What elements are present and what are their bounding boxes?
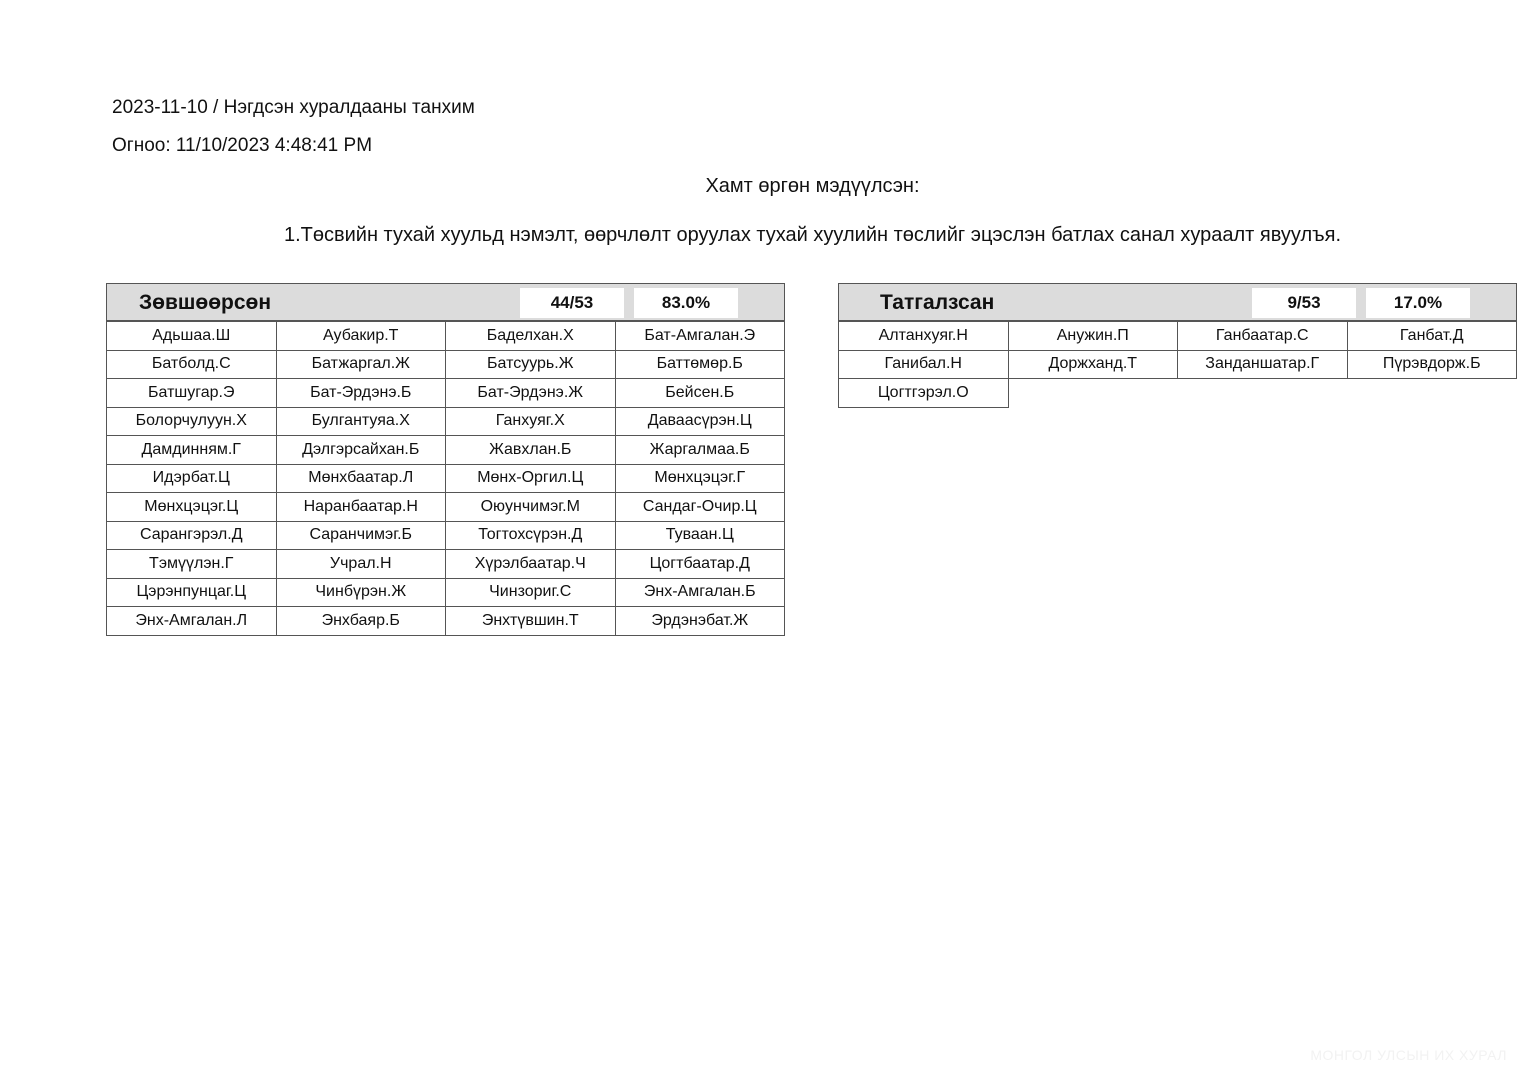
member-name-cell: Энх-Амгалан.Л [107,607,277,636]
table-row [839,350,1517,379]
member-name-cell: Дамдинням.Г [107,436,277,465]
approved-names-table [106,321,785,636]
approved-header [106,283,785,321]
member-name-cell: Эрдэнэбат.Ж [615,607,785,636]
member-name-cell: Батжаргал.Ж [276,350,446,379]
member-name-cell: Анужин.П [1008,322,1178,351]
member-name-cell: Адьшаа.Ш [107,322,277,351]
member-name-cell: Баделхан.Х [446,322,616,351]
member-name-cell: Ганбаатар.С [1178,322,1348,351]
member-name-cell: Занданшатар.Г [1178,350,1348,379]
member-name-cell: Цэрэнпунцаг.Ц [107,578,277,607]
table-row [107,521,785,550]
member-name-cell: Тогтохсүрэн.Д [446,521,616,550]
rejected-names-table [838,321,1517,408]
rejected-header [838,283,1517,321]
member-name-cell: Бейсен.Б [615,379,785,408]
rejected-title: Татгалзсан [880,291,995,314]
watermark-text: МОНГОЛ УЛСЫН ИХ ХУРАЛ [1310,1047,1507,1063]
member-name-cell: Бат-Эрдэнэ.Ж [446,379,616,408]
table-row [839,379,1517,408]
member-name-cell: Сандаг-Очир.Ц [615,493,785,522]
member-name-cell: Жавхлан.Б [446,436,616,465]
member-name-cell: Булгантуяа.Х [276,407,446,436]
member-name-cell: Ганбат.Д [1347,322,1517,351]
table-row [839,322,1517,351]
member-name-cell: Идэрбат.Ц [107,464,277,493]
member-name-cell: Оюунчимэг.М [446,493,616,522]
member-name-cell: Цогтгэрэл.О [839,379,1009,408]
table-row [107,550,785,579]
table-row [107,493,785,522]
rejected-section [838,283,1517,408]
member-name-cell: Жаргалмаа.Б [615,436,785,465]
member-name-cell [1008,379,1178,408]
approved-count: 44/53 [520,288,624,318]
table-row [107,436,785,465]
member-name-cell: Баттөмөр.Б [615,350,785,379]
member-name-cell: Энхтүвшин.Т [446,607,616,636]
member-name-cell: Энхбаяр.Б [276,607,446,636]
member-name-cell: Болорчулуун.Х [107,407,277,436]
member-name-cell: Мөнхцэцэг.Ц [107,493,277,522]
member-name-cell: Ганибал.Н [839,350,1009,379]
table-row [107,464,785,493]
table-row [107,322,785,351]
member-name-cell: Мөнхбаатар.Л [276,464,446,493]
member-name-cell [1347,379,1517,408]
approved-percent: 83.0% [634,288,738,318]
rejected-percent: 17.0% [1366,288,1470,318]
table-row [107,407,785,436]
member-name-cell: Чинбүрэн.Ж [276,578,446,607]
member-name-cell: Алтанхуяг.Н [839,322,1009,351]
member-name-cell [1178,379,1348,408]
member-name-cell: Батболд.С [107,350,277,379]
member-name-cell: Энх-Амгалан.Б [615,578,785,607]
approved-title: Зөвшөөрсөн [139,291,272,314]
member-name-cell: Саранчимэг.Б [276,521,446,550]
member-name-cell: Бат-Амгалан.Э [615,322,785,351]
approved-section [106,283,785,636]
member-name-cell: Ганхуяг.Х [446,407,616,436]
member-name-cell: Тэмүүлэн.Г [107,550,277,579]
member-name-cell: Пүрэвдорж.Б [1347,350,1517,379]
table-row [107,379,785,408]
member-name-cell: Мөнхцэцэг.Г [615,464,785,493]
member-name-cell: Доржханд.Т [1008,350,1178,379]
member-name-cell: Бат-Эрдэнэ.Б [276,379,446,408]
table-row [107,578,785,607]
submitted-heading: Хамт өргөн мэдүүлсэн: [705,175,920,197]
member-name-cell: Туваан.Ц [615,521,785,550]
member-name-cell: Батшугар.Э [107,379,277,408]
rejected-count: 9/53 [1252,288,1356,318]
vote-date: Огноо: 11/10/2023 4:48:41 PM [112,135,373,156]
member-name-cell: Наранбаатар.Н [276,493,446,522]
motion-text: 1.Төсвийн тухай хуульд нэмэлт, өөрчлөлт оруулах тухай хуулийн төслийг эцэслэн батлах санал хураалт явуулъя. [283,224,1342,246]
table-row [107,350,785,379]
member-name-cell: Дэлгэрсайхан.Б [276,436,446,465]
member-name-cell: Хүрэлбаатар.Ч [446,550,616,579]
member-name-cell: Цогтбаатар.Д [615,550,785,579]
member-name-cell: Чинзориг.С [446,578,616,607]
member-name-cell: Батсуурь.Ж [446,350,616,379]
member-name-cell: Даваасүрэн.Ц [615,407,785,436]
member-name-cell: Аубакир.Т [276,322,446,351]
table-row [107,607,785,636]
member-name-cell: Мөнх-Оргил.Ц [446,464,616,493]
session-title: 2023-11-10 / Нэгдсэн хуралдааны танхим [112,97,475,118]
member-name-cell: Сарангэрэл.Д [107,521,277,550]
member-name-cell: Учрал.Н [276,550,446,579]
